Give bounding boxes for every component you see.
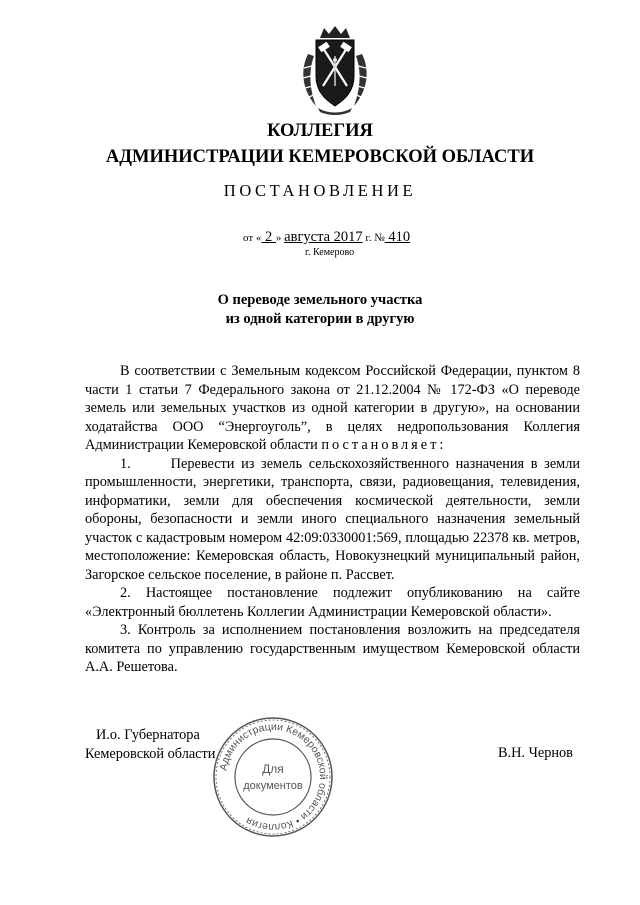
stamp-seal-icon bbox=[211, 715, 335, 839]
item-1: 1. Перевести из земель сельскохозяйственного назначения в земли промышленности, энергетики, транспорта, связи, радиовещания, телевидения, информатики, земли для обеспечения космической деятельности, земли обороны, безопасности и земли иного специального назначения земельный участок с кадастровым номером 42:09:0330001:569, площадью 22378 кв. метров, местоположение: Кемеровская область, Новокузнецкий муниципальный район, Загорское сельское поселение, в районе п. Рассвет. bbox=[85, 455, 580, 583]
stamp-ring-text: Администрации Кемеровской области • Коллегия bbox=[217, 720, 330, 834]
date-mid: » bbox=[275, 232, 285, 244]
date-year-suffix: г. № bbox=[362, 232, 385, 244]
date-number-line bbox=[243, 229, 410, 246]
intro-text: В соответствии с Земельным кодексом Российской Федерации, пунктом 8 части 1 статьи 7 Федерального закона от 21.12.2004 № 172-ФЗ «О переводе земель или земельных участков из одной категории в другую», на основании ходатайства ООО “Энергоуголь”, в целях недропользования Коллегия Администрации Кемеровской области bbox=[85, 363, 580, 453]
document-type: ПОСТАНОВЛЕНИЕ bbox=[223, 181, 417, 200]
stamp-center-line1: Для bbox=[262, 762, 284, 776]
stamp-center-line2: документов bbox=[243, 780, 303, 792]
position-line1: И.о. Губернатора bbox=[96, 727, 200, 743]
signatory-name: В.Н. Чернов bbox=[498, 745, 573, 761]
item-3: 3. Контроль за исполнением постановления возложить на председателя комитета по управлению государственным имуществом Кемеровской области А.А. Решетова. bbox=[85, 622, 580, 675]
date-day: 2 bbox=[261, 229, 276, 245]
date-prefix: от « bbox=[243, 232, 262, 244]
item-2: 2. Настоящее постановление подлежит опубликованию на сайте «Электронный бюллетень Коллегии Администрации Кемеровской области». bbox=[85, 585, 580, 620]
position-line2: Кемеровской области bbox=[85, 746, 216, 762]
date-month-year: августа 2017 bbox=[284, 229, 363, 245]
document-title-line2: из одной категории в другую bbox=[225, 311, 415, 327]
signatory-position bbox=[85, 726, 215, 764]
document-title-line1: О переводе земельного участка bbox=[217, 292, 423, 308]
document-number: 410 bbox=[384, 229, 411, 245]
org-name-line1: КОЛЛЕГИЯ bbox=[267, 121, 373, 141]
org-name-line2: АДМИНИСТРАЦИИ КЕМЕРОВСКОЙ ОБЛАСТИ bbox=[105, 147, 535, 167]
city-name: г. Кемерово bbox=[305, 247, 355, 258]
intro-paragraph bbox=[85, 362, 580, 455]
document-body bbox=[85, 362, 580, 677]
resolves-word: постановляет: bbox=[321, 437, 447, 453]
coat-of-arms-icon bbox=[298, 24, 372, 116]
